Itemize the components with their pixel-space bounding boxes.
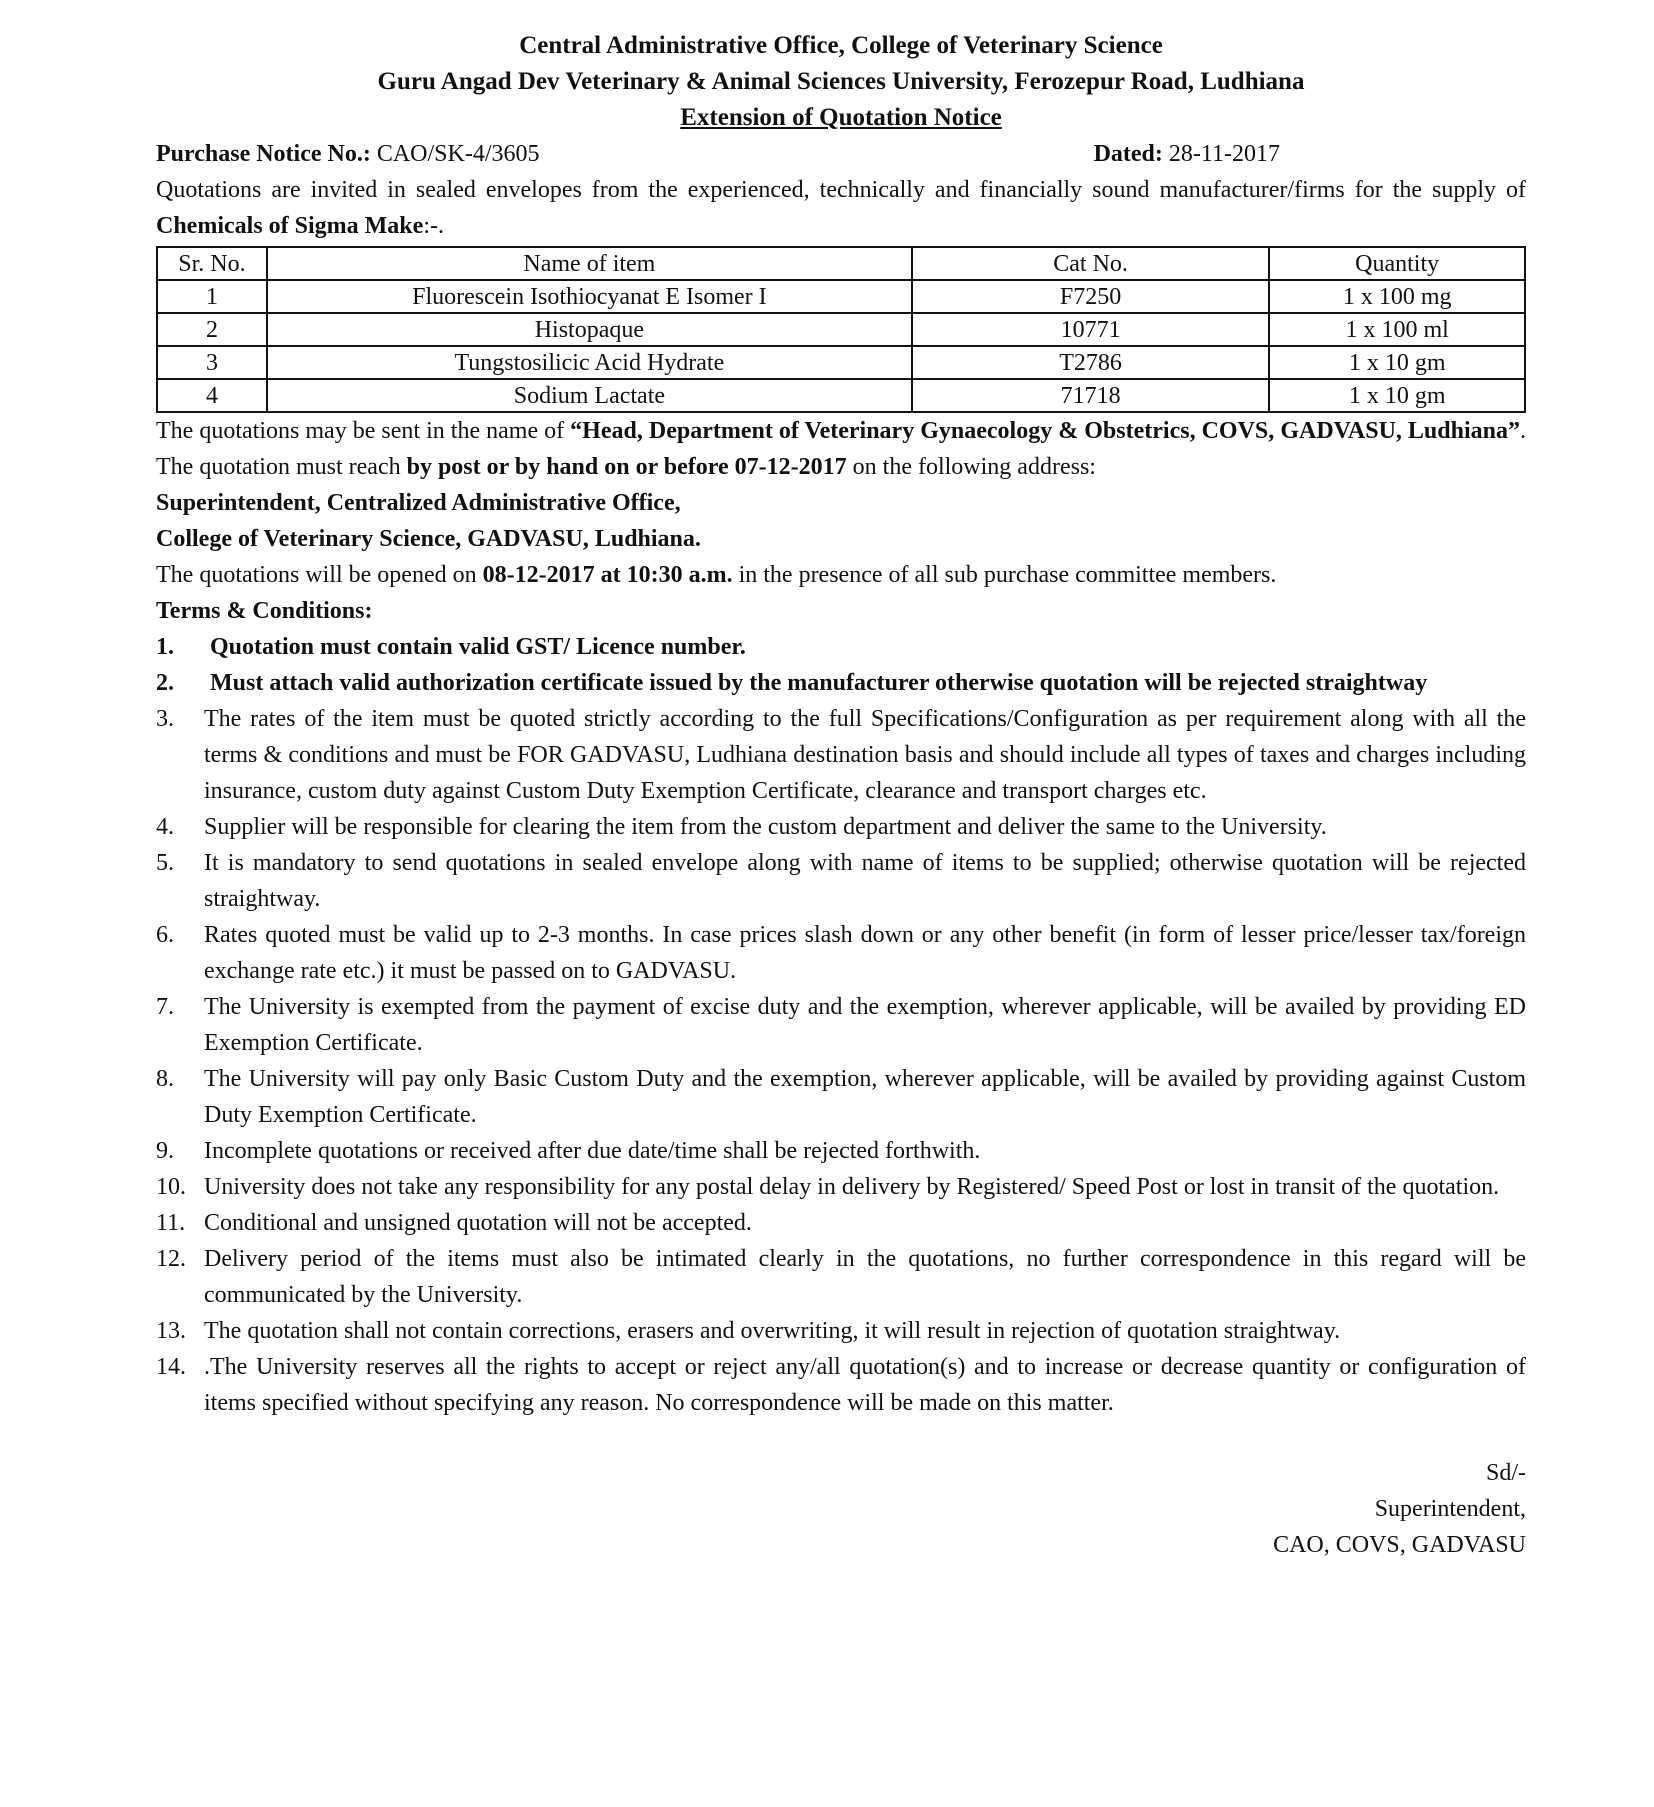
office-heading: Central Administrative Office, College of Veterinary Science (519, 32, 1163, 59)
cell-cat-no: 71718 (912, 379, 1269, 412)
term-text: Rates quoted must be valid up to 2-3 months. In case prices slash down or any other benefit (in form of lesser price/lesser tax/foreign exchange rate etc.) it must be passed on to GADVASU. (204, 922, 1526, 984)
list-item (156, 1313, 1526, 1349)
cell-item-name: Sodium Lactate (267, 379, 912, 412)
dated-value: 28-11-2017 (1162, 141, 1280, 167)
signature-sd: Sd/- (1485, 1460, 1526, 1486)
send-text-2: . The quotation must reach (156, 418, 1526, 480)
notice-title-text: Extension of Quotation Notice (680, 104, 1002, 131)
table-row (157, 346, 1525, 379)
send-deadline: by post or by hand on or before 07-12-2017 (406, 454, 847, 480)
cell-quantity: 1 x 10 gm (1269, 379, 1525, 412)
term-text: Quotation must contain valid GST/ Licence number. (210, 634, 746, 660)
notice-document (156, 28, 1526, 1563)
dated-label: Dated: (1093, 141, 1163, 167)
term-number: 4. (156, 814, 174, 840)
cell-quantity: 1 x 100 mg (1269, 280, 1525, 313)
table-row (157, 379, 1525, 412)
intro-bold: Chemicals of Sigma Make (156, 213, 424, 239)
notice-date (1094, 136, 1280, 172)
cell-sr-no: 3 (157, 346, 267, 379)
purchase-notice-number (156, 136, 540, 172)
opening-paragraph (156, 557, 1526, 593)
term-text: Supplier will be responsible for clearing the item from the custom department and deliver the same to the University. (204, 814, 1327, 840)
term-number: 10. (156, 1174, 186, 1200)
term-text: The University is exempted from the payment of excise duty and the exemption, wherever applicable, will be availed by providing ED Exemption Certificate. (204, 994, 1526, 1056)
list-item (156, 917, 1526, 989)
list-item (156, 629, 1526, 665)
send-addressee: “Head, Department of Veterinary Gynaecology & Obstetrics, COVS, GADVASU, Ludhiana” (570, 418, 1520, 444)
opening-text-2: in the presence of all sub purchase committee members. (732, 562, 1277, 588)
cell-sr-no: 4 (157, 379, 267, 412)
term-text: Delivery period of the items must also be intimated clearly in the quotations, no further correspondence in this regard will be communicated by the University. (204, 1246, 1526, 1308)
send-paragraph (156, 413, 1526, 485)
term-text: It is mandatory to send quotations in sealed envelope along with name of items to be supplied; otherwise quotation will be rejected straightway. (204, 850, 1526, 912)
cell-cat-no: 10771 (912, 313, 1269, 346)
signature-title: Superintendent, (1374, 1496, 1526, 1522)
header-sr-no: Sr. No. (157, 247, 267, 280)
intro-text: Quotations are invited in sealed envelopes from the experienced, technically and financially sound manufacturer/firms for the supply of (156, 177, 1526, 203)
signature-block (156, 1455, 1526, 1563)
list-item (156, 665, 1526, 701)
purchase-notice-label: Purchase Notice No.: (156, 141, 371, 167)
items-table (156, 246, 1526, 413)
table-row (157, 280, 1525, 313)
list-item (156, 1133, 1526, 1169)
cell-item-name: Tungstosilicic Acid Hydrate (267, 346, 912, 379)
table-header-row (157, 247, 1525, 280)
address-line-2: College of Veterinary Science, GADVASU, Ludhiana. (156, 526, 701, 552)
purchase-notice-value: CAO/SK-4/3605 (370, 141, 540, 167)
term-text: The rates of the item must be quoted strictly according to the full Specifications/Configuration as per requirement along with all the terms & conditions and must be FOR GADVASU, Ludhiana destination basis and should include all types of taxes and charges including insurance, custom duty against Custom Duty Exemption Certificate, clearance and transport charges etc. (204, 706, 1526, 804)
term-number: 7. (156, 994, 174, 1020)
header-item-name: Name of item (267, 247, 912, 280)
term-number: 8. (156, 1066, 174, 1092)
list-item (156, 1349, 1526, 1421)
list-item (156, 1241, 1526, 1313)
term-number: 2. (156, 670, 174, 696)
term-text: The quotation shall not contain corrections, erasers and overwriting, it will result in rejection of quotation straightway. (204, 1318, 1341, 1344)
cell-cat-no: F7250 (912, 280, 1269, 313)
term-text: Must attach valid authorization certificate issued by the manufacturer otherwise quotation will be rejected straightway (210, 670, 1428, 696)
term-number: 11. (156, 1210, 186, 1236)
list-item (156, 989, 1526, 1061)
term-text: The University will pay only Basic Custom Duty and the exemption, wherever applicable, will be availed by providing against Custom Duty Exemption Certificate. (204, 1066, 1526, 1128)
list-item (156, 701, 1526, 809)
send-text-1: The quotations may be sent in the name of (156, 418, 571, 444)
intro-paragraph (156, 172, 1526, 244)
term-text: University does not take any responsibility for any postal delay in delivery by Registered/ Speed Post or lost in transit of the quotation. (204, 1174, 1500, 1200)
term-text: .The University reserves all the rights to accept or reject any/all quotation(s) and to increase or decrease quantity or configuration of items specified without specifying any reason. No correspondence will be made on this matter. (204, 1354, 1526, 1416)
term-number: 6. (156, 922, 174, 948)
notice-title (156, 100, 1526, 136)
cell-item-name: Fluorescein Isothiocyanat E Isomer I (267, 280, 912, 313)
term-number: 12. (156, 1246, 186, 1272)
cell-quantity: 1 x 10 gm (1269, 346, 1525, 379)
table-row (157, 313, 1525, 346)
term-text: Conditional and unsigned quotation will not be accepted. (204, 1210, 752, 1236)
terms-heading: Terms & Conditions: (156, 598, 373, 624)
cell-sr-no: 1 (157, 280, 267, 313)
opening-datetime: 08-12-2017 at 10:30 a.m. (482, 562, 733, 588)
cell-quantity: 1 x 100 ml (1269, 313, 1525, 346)
notice-meta-row (156, 136, 1526, 172)
university-heading: Guru Angad Dev Veterinary & Animal Sciences University, Ferozepur Road, Ludhiana (377, 68, 1305, 95)
list-item (156, 1061, 1526, 1133)
term-number: 14. (156, 1354, 186, 1380)
term-number: 5. (156, 850, 174, 876)
header-cat-no: Cat No. (912, 247, 1269, 280)
send-text-3: on the following address: (846, 454, 1096, 480)
term-number: 13. (156, 1318, 186, 1344)
list-item (156, 1169, 1526, 1205)
signature-office: CAO, COVS, GADVASU (1273, 1532, 1526, 1558)
list-item (156, 1205, 1526, 1241)
address-line-1: Superintendent, Centralized Administrative Office, (156, 490, 681, 516)
term-number: 9. (156, 1138, 174, 1164)
list-item (156, 845, 1526, 917)
term-number: 1. (156, 634, 174, 660)
opening-text-1: The quotations will be opened on (156, 562, 483, 588)
terms-list (156, 629, 1526, 1421)
cell-cat-no: T2786 (912, 346, 1269, 379)
term-text: Incomplete quotations or received after due date/time shall be rejected forthwith. (204, 1138, 981, 1164)
intro-suffix: :-. (423, 213, 444, 239)
term-number: 3. (156, 706, 174, 732)
list-item (156, 809, 1526, 845)
cell-item-name: Histopaque (267, 313, 912, 346)
cell-sr-no: 2 (157, 313, 267, 346)
header-quantity: Quantity (1269, 247, 1525, 280)
